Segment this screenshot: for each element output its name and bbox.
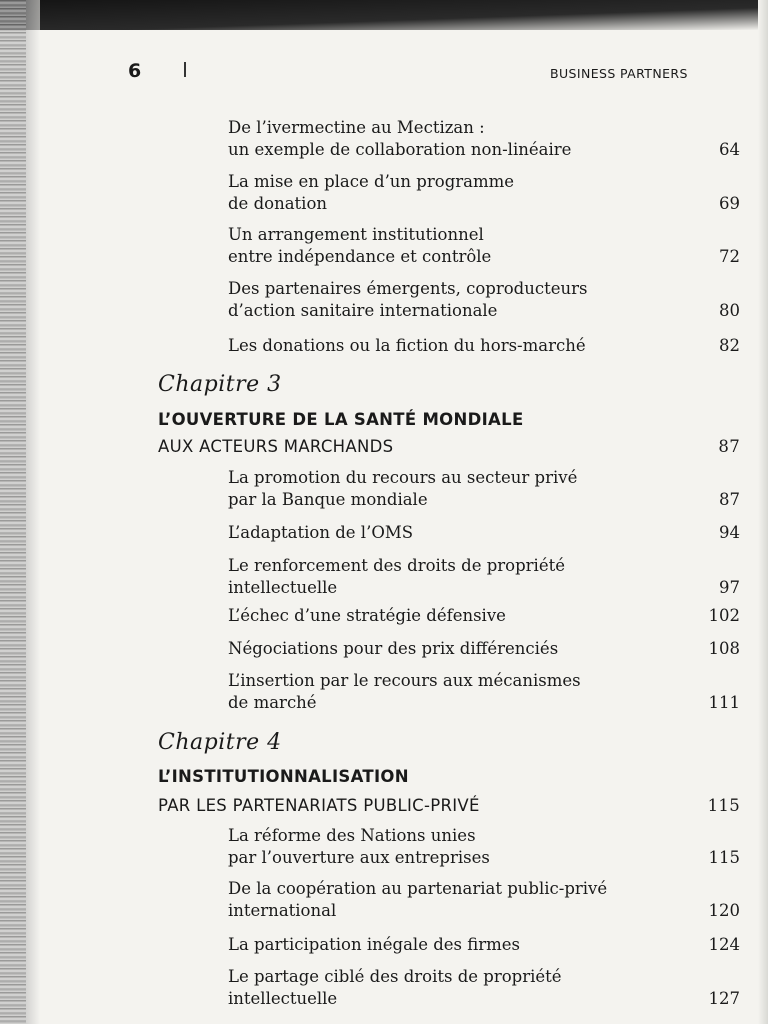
chapter-title [158,766,740,788]
scan-binding-shadow [26,0,40,1024]
toc-entry [228,878,740,922]
toc-entry-title: L’adaptation de l’OMS [228,523,414,542]
scan-top-shadow [0,0,768,30]
toc-entry-title: La promotion du recours au secteur privé par la Banque mondiale [228,468,578,509]
toc-entry-page: 94 [719,523,740,542]
toc-entry-title: L’insertion par le recours aux mécanismes de marché [228,671,581,712]
toc-entry [228,224,740,268]
toc-entry [228,117,740,161]
chapter-label: Chapitre 4 [158,730,282,755]
toc-entry-page: 80 [719,301,740,320]
toc-entry-page: 87 [719,490,740,509]
toc-entry-title: Le partage ciblé des droits de propriété intellectuelle [228,967,562,1008]
toc-entry-page: 64 [719,140,740,159]
toc-entry [228,522,740,544]
toc-entry-title: De l’ivermectine au Mectizan : un exemple de collaboration non-linéaire [228,118,572,159]
chapter-title-line1: L’OUVERTURE DE LA SANTÉ MONDIALE [158,410,524,429]
toc-entry-page: 102 [708,606,740,625]
toc-entry [228,605,740,627]
chapter-title [158,409,740,431]
toc-entry-title: Le renforcement des droits de propriété intellectuelle [228,556,565,597]
scan-binding-edge [0,0,26,1024]
page-number: 6 [128,60,142,82]
chapter-page: 87 [718,437,740,456]
header-divider [184,62,186,77]
running-title: BUSINESS PARTNERS [550,66,688,81]
toc-entry [228,934,740,956]
toc-entry-page: 82 [719,336,740,355]
toc-entry-title: Négociations pour des prix différenciés [228,639,559,658]
toc-entry-page: 69 [719,194,740,213]
chapter-page: 115 [707,796,740,815]
toc-entry [228,555,740,599]
toc-entry-title: De la coopération au partenariat public-privé international [228,879,608,920]
toc-entry-title: L’échec d’une stratégie défensive [228,606,506,625]
toc-entry-page: 108 [708,639,740,658]
toc-entry-title: Des partenaires émergents, coproducteurs d’action sanitaire internationale [228,279,588,320]
toc-entry-page: 72 [719,247,740,266]
toc-entry [228,966,740,1010]
toc-entry-title: La réforme des Nations unies par l’ouverture aux entreprises [228,826,490,867]
toc-entry-page: 115 [708,848,740,867]
chapter-title-continued [158,795,740,817]
scan-right-edge [758,0,768,1024]
toc-entry-title: La participation inégale des firmes [228,935,521,954]
toc-entry-page: 127 [708,989,740,1008]
chapter-title-line2: AUX ACTEURS MARCHANDS [158,437,394,456]
toc-entry-page: 124 [708,935,740,954]
toc-entry-title: La mise en place d’un programme de donation [228,172,515,213]
toc-entry-page: 120 [708,901,740,920]
chapter-title-line2: PAR LES PARTENARIATS PUBLIC-PRIVÉ [158,796,480,815]
toc-entry [228,171,740,215]
toc-entry [228,670,740,714]
chapter-label: Chapitre 3 [158,372,282,397]
chapter-title-line1: L’INSTITUTIONNALISATION [158,767,409,786]
toc-entry [228,825,740,869]
toc-entry-title: Les donations ou la fiction du hors-marché [228,336,586,355]
toc-entry [228,467,740,511]
toc-entry-page: 111 [708,693,740,712]
toc-entry [228,638,740,660]
toc-entry-page: 97 [719,578,740,597]
chapter-title-continued [158,436,740,458]
toc-entry [228,278,740,322]
toc-entry-title: Un arrangement institutionnel entre indépendance et contrôle [228,225,492,266]
toc-entry [228,335,740,357]
